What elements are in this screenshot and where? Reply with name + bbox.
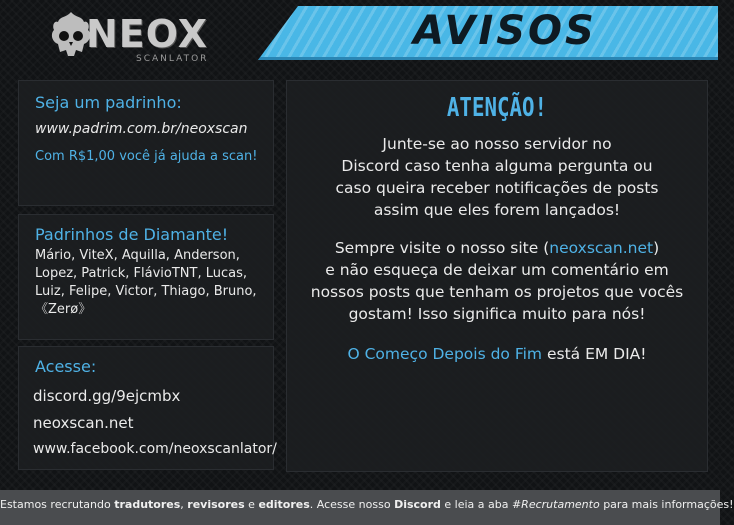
site-inline-link[interactable]: neoxscan.net — [549, 239, 654, 257]
status-text: está EM DIA! — [542, 345, 647, 363]
site-link[interactable]: neoxscan.net — [33, 414, 134, 432]
notice-line: e não esqueça de deixar um comentário em — [325, 261, 669, 279]
banner-title: AVISOS — [413, 8, 597, 54]
sponsor-url[interactable]: www.padrim.com.br/neoxscan — [35, 121, 248, 137]
sponsor-note: Com R$1,00 você já ajuda a scan! — [35, 149, 258, 164]
footer-recruitment-tag: #Recrutamento — [511, 498, 600, 511]
neox-logo — [48, 8, 218, 64]
notice-line: caso queira receber notificações de posts — [335, 179, 659, 197]
logo-subtitle: SCANLATOR — [136, 54, 209, 64]
notice-panel — [286, 80, 708, 472]
sponsor-panel — [18, 80, 274, 206]
notice-line — [287, 237, 707, 259]
diamond-heading: Padrinhos de Diamante! — [35, 225, 229, 244]
footer-text: , — [180, 498, 188, 511]
access-heading: Acesse: — [35, 357, 97, 376]
diamond-names: Mário, ViteX, Aquilla, Anderson, Lopez, Patrick, FlávioTNT, Lucas, Luiz, Felipe, Victor, Thiago, Bruno, 《Zerø》 — [35, 248, 257, 317]
logo-text: NEOX — [86, 12, 209, 56]
footer-text: e leia a aba — [440, 498, 512, 511]
footer-text: para mais informações! — [599, 498, 734, 511]
status-line — [287, 343, 707, 365]
notice-paragraph-1 — [287, 133, 707, 221]
notice-line: Junte-se ao nosso servidor no — [382, 135, 612, 153]
facebook-link[interactable]: www.facebook.com/neoxscanlator/ — [33, 441, 277, 457]
notice-paragraph-2 — [287, 237, 707, 325]
notice-line: Discord caso tenha alguma pergunta ou — [341, 157, 653, 175]
recruitment-footer — [0, 490, 734, 525]
footer-bold: revisores — [187, 498, 245, 511]
discord-link[interactable]: discord.gg/9ejcmbx — [33, 387, 181, 405]
diamond-sponsors-panel — [18, 214, 274, 340]
sponsor-heading: Seja um padrinho: — [35, 93, 182, 112]
notice-text: Sempre visite o nosso site ( — [334, 239, 550, 257]
footer-bold: editores — [258, 498, 310, 511]
notice-line: gostam! Isso significa muito para nós! — [348, 305, 646, 323]
footer-text: e — [244, 498, 259, 511]
footer-text: . Acesse nosso — [309, 498, 395, 511]
access-panel — [18, 346, 277, 470]
notice-heading: ATENÇÃO! — [446, 93, 548, 123]
footer-bold: tradutores — [114, 498, 181, 511]
notice-line: nossos posts que tenham os projetos que vocês — [310, 283, 684, 301]
notice-text: ) — [653, 239, 660, 257]
footer-discord: Discord — [394, 498, 441, 511]
series-title: O Começo Depois do Fim — [347, 345, 543, 363]
notice-line: assim que eles forem lançados! — [373, 201, 621, 219]
footer-text: Estamos recrutando — [0, 498, 115, 511]
